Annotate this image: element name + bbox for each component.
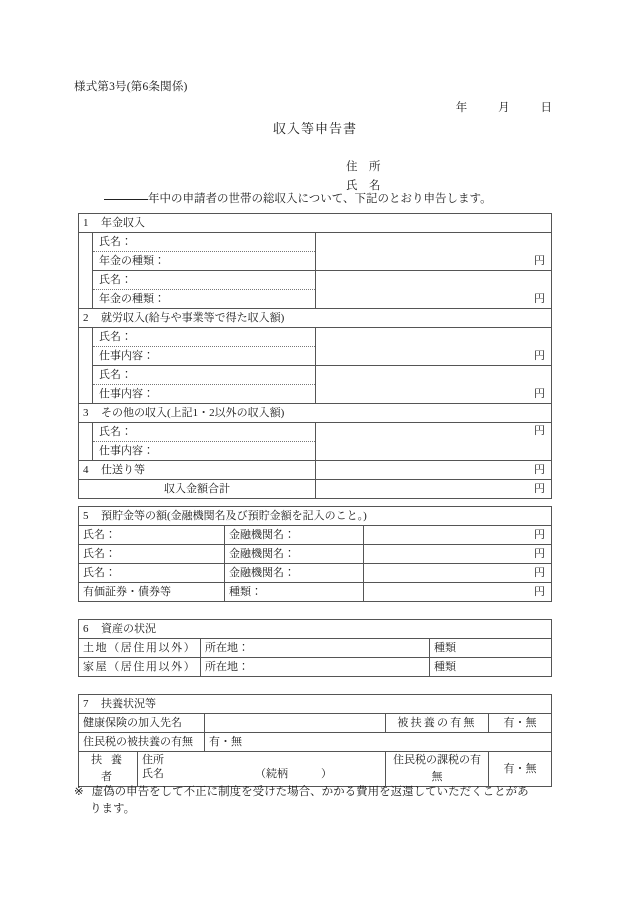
name-field-cell[interactable]: 氏名：: [79, 526, 225, 545]
savings-header-row: [79, 507, 552, 526]
section-title: 資産の状況: [101, 622, 156, 635]
section-title: 預貯金等の額(金融機関名及び預貯金額を記入のこと。): [101, 509, 367, 522]
amount-field-cell[interactable]: 円: [316, 461, 552, 480]
savings-row: [79, 545, 552, 564]
assets-header-row: [79, 620, 552, 639]
income-section-2-title: [79, 309, 552, 328]
income-section-3-header-row: [79, 404, 552, 423]
name-field-cell[interactable]: 氏名：: [93, 271, 316, 290]
support-table: [78, 694, 552, 787]
amount-field-cell[interactable]: 円: [316, 423, 552, 461]
building-kind-field-cell[interactable]: 種類: [430, 658, 552, 677]
income-section-2-header-row: [79, 309, 552, 328]
pension-type-field-cell[interactable]: 年金の種類：: [93, 290, 316, 309]
dependent-status-value[interactable]: 有・無: [489, 714, 552, 733]
date-year-label: 年: [455, 102, 468, 114]
savings-section-title: [79, 507, 552, 526]
building-location-field-cell[interactable]: 所在地：: [201, 658, 430, 677]
land-location-field-cell[interactable]: 所在地：: [201, 639, 430, 658]
income-total-label: 収入金額合計: [79, 480, 316, 499]
bank-name-field-cell[interactable]: 金融機関名：: [225, 526, 364, 545]
name-label: 氏 名: [346, 180, 381, 192]
job-content-field-cell[interactable]: 仕事内容：: [93, 347, 316, 366]
section-title: 就労収入(給与や事業等で得た収入額): [101, 311, 285, 324]
amount-field-cell[interactable]: 円: [364, 526, 552, 545]
section-number: 1: [83, 216, 89, 229]
bank-name-field-cell[interactable]: 金融機関名：: [225, 564, 364, 583]
section-number: 6: [83, 622, 89, 635]
amount-field-cell[interactable]: 円: [316, 271, 552, 309]
support-section-title: [79, 695, 552, 714]
supporter-label: 扶 養 者: [79, 752, 138, 787]
building-label: 家屋（居住用以外）: [79, 658, 201, 677]
income-s1-person1-name-row: [79, 233, 552, 252]
amount-field-cell[interactable]: 円: [364, 583, 552, 602]
declaration-text: 年中の申請者の世帯の総収入について、下記のとおり申告します。: [148, 193, 492, 205]
footnote-line-1: 虚偽の申告をして不正に制度を受けた場合、かかる費用を返還していただくことがあ: [91, 786, 529, 798]
supporter-name-label: 氏名: [142, 768, 164, 780]
resident-tax-dependent-value[interactable]: 有・無: [205, 733, 552, 752]
health-insurance-label: 健康保険の加入先名: [79, 714, 205, 733]
resident-tax-dependent-row: [79, 733, 552, 752]
income-section-1-header-row: [79, 214, 552, 233]
amount-field-cell[interactable]: 円: [316, 366, 552, 404]
income-total-amount-cell[interactable]: 円: [316, 480, 552, 499]
assets-table: [78, 619, 552, 677]
income-s3-name-row: [79, 423, 552, 442]
income-s2-person1-name-row: [79, 328, 552, 347]
name-field-cell[interactable]: 氏名：: [79, 545, 225, 564]
income-section-4-row: [79, 461, 552, 480]
name-field-cell[interactable]: 氏名：: [93, 423, 316, 442]
section-title: その他の収入(上記1・2以外の収入額): [101, 406, 285, 419]
form-code: 様式第3号(第6条関係): [74, 81, 188, 93]
section-number: 4: [83, 463, 89, 476]
supporter-detail-cell[interactable]: [138, 752, 386, 787]
income-s1-person2-name-row: [79, 271, 552, 290]
section-number: 3: [83, 406, 89, 419]
amount-field-cell[interactable]: 円: [316, 328, 552, 366]
bank-name-field-cell[interactable]: 金融機関名：: [225, 545, 364, 564]
section-number: 5: [83, 509, 89, 522]
section-title: 扶養状況等: [101, 697, 156, 710]
health-insurance-field-cell[interactable]: [205, 714, 386, 733]
indent-spacer: [79, 233, 93, 309]
amount-field-cell[interactable]: 円: [364, 545, 552, 564]
indent-spacer: [79, 423, 93, 461]
dependent-status-label: 被扶養の有無: [386, 714, 489, 733]
supporter-row: [79, 752, 552, 787]
land-label: 土地（居住用以外）: [79, 639, 201, 658]
income-s2-person2-name-row: [79, 366, 552, 385]
assets-building-row: [79, 658, 552, 677]
land-kind-field-cell[interactable]: 種類: [430, 639, 552, 658]
amount-field-cell[interactable]: 円: [316, 233, 552, 271]
support-header-row: [79, 695, 552, 714]
declaration-statement: [104, 190, 492, 206]
footnote: [74, 784, 554, 818]
section-title: 年金収入: [101, 216, 145, 229]
name-field-cell[interactable]: 氏名：: [93, 366, 316, 385]
date-day-label: 日: [540, 102, 552, 114]
year-blank-field[interactable]: [104, 199, 148, 200]
indent-spacer: [79, 328, 93, 404]
resident-tax-label: 住民税の課税の有無: [386, 752, 489, 787]
assets-section-title: [79, 620, 552, 639]
date-month-label: 月: [498, 102, 510, 114]
resident-tax-value[interactable]: 有・無: [489, 752, 552, 787]
section-number: 7: [83, 697, 89, 710]
income-section-3-title: [79, 404, 552, 423]
savings-securities-row: [79, 583, 552, 602]
savings-table: [78, 506, 552, 602]
income-table: [78, 213, 552, 499]
securities-kind-field-cell[interactable]: 種類：: [225, 583, 364, 602]
income-section-1-title: [79, 214, 552, 233]
address-label: 住 所: [346, 161, 381, 173]
amount-field-cell[interactable]: 円: [364, 564, 552, 583]
relationship-label: （続柄 ）: [255, 768, 332, 780]
pension-type-field-cell[interactable]: 年金の種類：: [93, 252, 316, 271]
date-line: [0, 99, 552, 115]
savings-row: [79, 564, 552, 583]
document-title: 収入等申告書: [272, 121, 357, 136]
securities-label: 有価証券・債券等: [79, 583, 225, 602]
supporter-address-label: 住所: [142, 754, 164, 766]
name-field-cell[interactable]: 氏名：: [79, 564, 225, 583]
assets-land-row: [79, 639, 552, 658]
health-insurance-row: [79, 714, 552, 733]
savings-row: [79, 526, 552, 545]
section-number: 2: [83, 311, 89, 324]
name-field-cell[interactable]: 氏名：: [93, 233, 316, 252]
name-field-cell[interactable]: 氏名：: [93, 328, 316, 347]
job-content-field-cell[interactable]: 仕事内容：: [93, 385, 316, 404]
section-title: 仕送り等: [101, 463, 145, 476]
income-total-row: [79, 480, 552, 499]
job-content-field-cell[interactable]: 仕事内容：: [93, 442, 316, 461]
income-section-4-title: [79, 461, 316, 480]
resident-tax-dependent-label: 住民税の被扶養の有無: [79, 733, 205, 752]
footnote-line-2: ります。: [90, 803, 136, 815]
footnote-mark: ※: [74, 786, 84, 798]
